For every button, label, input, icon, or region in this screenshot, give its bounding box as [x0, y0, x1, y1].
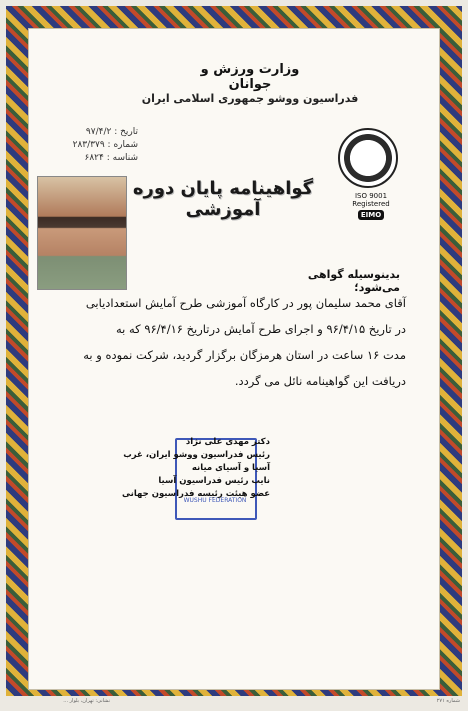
ministry-header: وزارت ورزش و جوانان — [200, 62, 300, 92]
certificate-body — [40, 290, 406, 394]
signature-block — [110, 436, 270, 501]
stamp-text: WUSHU FEDERATION — [183, 497, 247, 504]
signer-title: نایب رئیس فدراسیون آسیا — [158, 476, 270, 486]
number-line: شماره : ۲۸۳/۳۷۹ — [72, 140, 138, 150]
signer-title: عضو هیئت رئیسه فدراسیون جهانی — [122, 489, 270, 499]
body-line: مدت ۱۶ ساعت در استان هرمزگان برگزار گردید، شرکت نموده و به — [83, 348, 406, 362]
id-line: شناسه : ۶۸۲۴ — [84, 153, 138, 163]
greeting: بدینوسیله گواهی می‌شود؛ — [307, 268, 400, 294]
body-line: دریافت این گواهینامه نائل می گردد. — [234, 374, 406, 388]
iso-badge: ISO 9001 Registered EIMO — [352, 192, 390, 219]
document-meta — [48, 126, 138, 165]
body-line: در تاریخ ۹۶/۴/۱۵ و اجرای طرح آمایش درتاریخ ۹۶/۴/۱۶ که به — [115, 322, 406, 336]
footer-number: شماره ۲۷۱ — [436, 698, 460, 704]
federation-header: فدراسیون ووشو جمهوری اسلامی ایران — [141, 92, 359, 105]
signer-name: دکتر مهدی علی نژاد — [185, 437, 270, 447]
federation-logo-icon — [338, 128, 398, 188]
footer-address: نشانی: تهران، بلوار ... — [63, 698, 110, 704]
signer-title: رئیس فدراسیون ووشو ایران، غرب آسیا و آسیای میانه — [123, 450, 270, 473]
date-line: تاریخ : ۹۷/۴/۲ — [85, 127, 138, 137]
certificate-title: گواهینامه پایان دوره آموزشی — [132, 178, 314, 220]
recipient-photo — [37, 176, 127, 290]
body-line: آقای محمد سلیمان پور در کارگاه آموزشی طرح آمایش استعدادیابی — [85, 296, 406, 310]
